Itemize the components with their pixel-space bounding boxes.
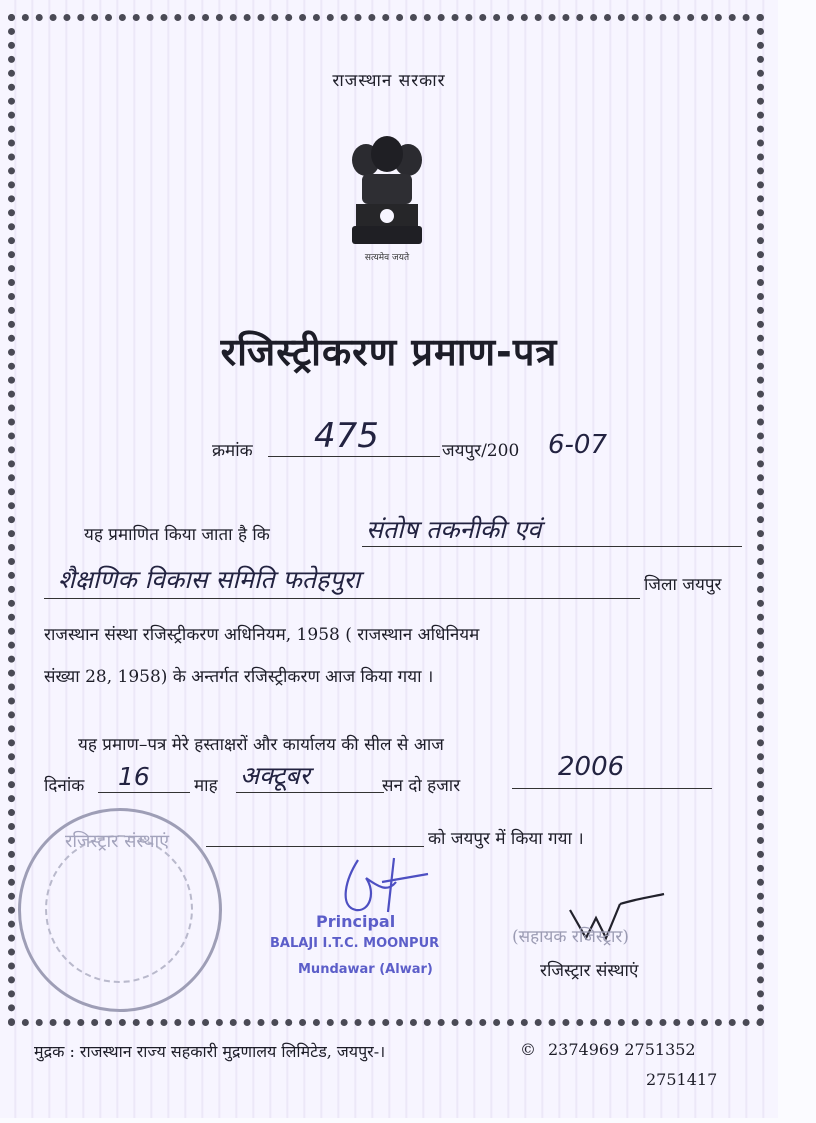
- office-seal: [18, 808, 222, 1012]
- date-label: दिनांक: [44, 776, 85, 796]
- principal-label: Principal: [316, 912, 396, 931]
- month-underline: [236, 792, 384, 793]
- serial-number: 475: [314, 416, 379, 456]
- national-emblem-icon: [346, 130, 428, 265]
- month-label: माह: [194, 776, 218, 796]
- serial-underline: [268, 456, 440, 457]
- motto-text: सत्यमेव जयते: [364, 253, 410, 263]
- act-line2: संख्या 28, 1958) के अन्तर्गत रजिस्ट्रीकरण आज किया गया ।: [44, 667, 434, 687]
- registrar-label: रजिस्ट्रार संस्थाएं: [540, 961, 639, 981]
- day-underline: [98, 792, 190, 793]
- org-name-line1: संतोष तकनीकी एवं: [366, 515, 542, 544]
- institute-name: BALAJI I.T.C. MOONPUR: [270, 936, 440, 951]
- year-underline: [512, 788, 712, 789]
- act-line1: राजस्थान संस्था रजिस्ट्रीकरण अधिनियम, 1958 ( राजस्थान अधिनियम: [44, 625, 480, 645]
- place-line: को जयपुर में किया गया ।: [428, 829, 584, 849]
- year-label: सन दो हजार: [382, 776, 461, 796]
- org-name-line2: शैक्षणिक विकास समिति फतेहपुरा: [58, 565, 361, 594]
- year-suffix: 6-07: [548, 430, 608, 460]
- year-value: 2006: [558, 752, 625, 782]
- phone-numbers: 2374969 2751352: [548, 1040, 696, 1059]
- phone-number-2: 2751417: [646, 1070, 718, 1089]
- district-text: जिला जयपुर: [644, 575, 722, 595]
- certificate-title: रजिस्ट्रीकरण प्रमाण-पत्र: [220, 330, 558, 374]
- serial-label: क्रमांक: [212, 441, 253, 461]
- month-value: अक्टूबर: [240, 761, 310, 790]
- org-underline1: [362, 546, 742, 547]
- registrar-stamp-text: (सहायक रजिस्ट्रार): [512, 927, 630, 947]
- place-year-label: जयपुर/200: [442, 441, 520, 461]
- copyright-icon: ©: [520, 1040, 536, 1059]
- intro-text: यह प्रमाणित किया जाता है कि: [84, 525, 270, 545]
- printer-line: मुद्रक : राजस्थान राज्य सहकारी मुद्रणालय लिमिटेड, जयपुर-।: [34, 1042, 386, 1061]
- government-heading: राजस्थान सरकार: [332, 71, 446, 91]
- issue-line1: यह प्रमाण–पत्र मेरे हस्ताक्षरों और कार्यालय की सील से आज: [78, 735, 444, 755]
- org-underline2: [44, 598, 640, 599]
- seal-text: रजिस्ट्रार संस्थाएं: [65, 831, 170, 852]
- institute-location: Mundawar (Alwar): [298, 962, 433, 977]
- place-underline: [206, 846, 424, 847]
- day-value: 16: [118, 762, 150, 791]
